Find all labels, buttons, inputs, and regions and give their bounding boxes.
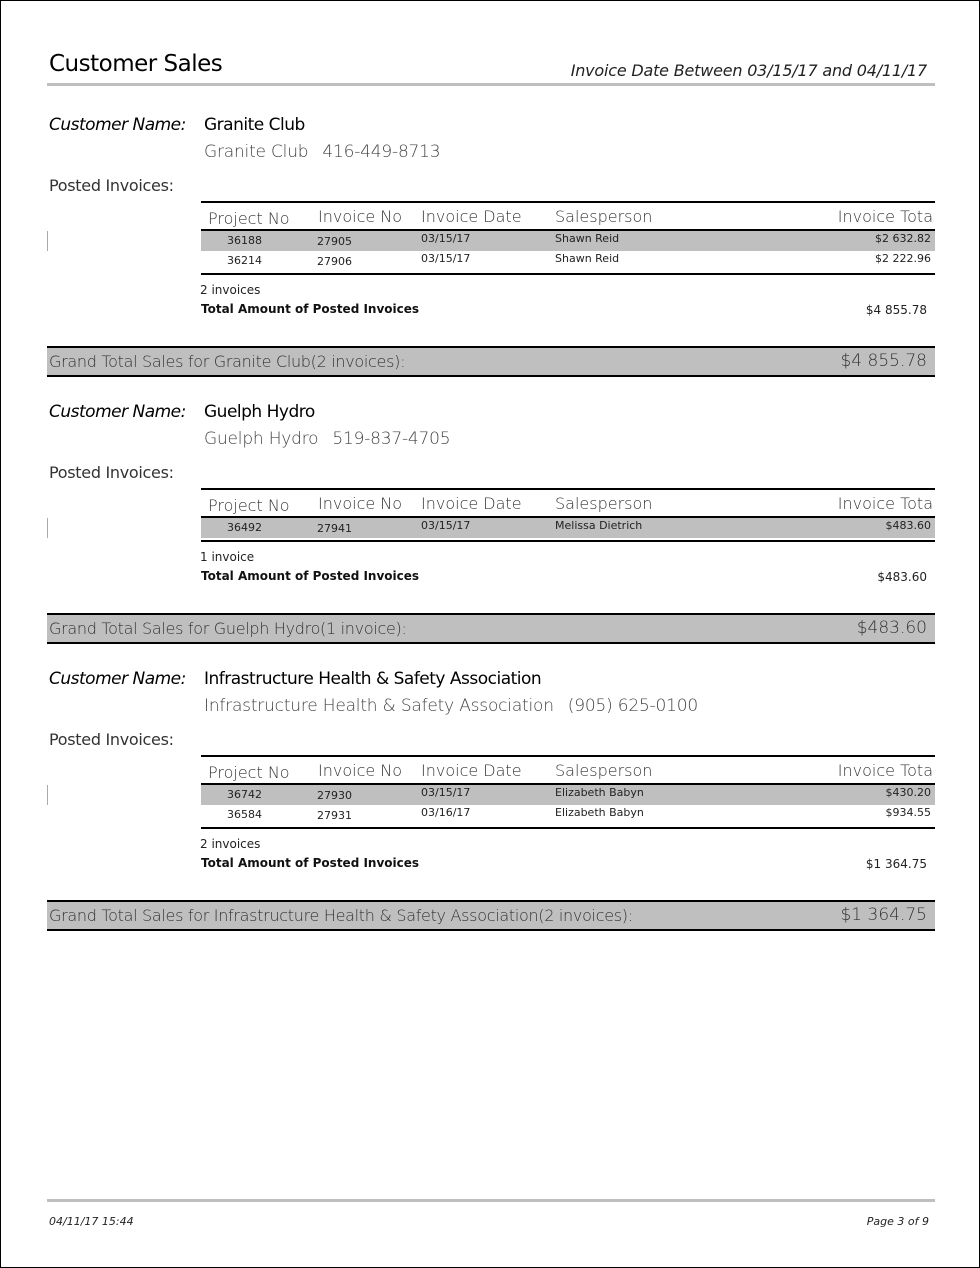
grand-total-bar [47,613,935,644]
posted-total-value: $1 364.75 [865,857,927,871]
column-header-invoice-no: Invoice No [318,761,403,780]
customer-name: Infrastructure Health & Safety Association [204,669,542,689]
cell-project-no: 36584 [227,808,262,821]
column-header-invoice-date: Invoice Date [421,207,522,226]
cell-invoice-no: 27906 [317,255,352,268]
invoice-count: 1 invoice [200,550,255,564]
cell-invoice-total: $2 632.82 [875,232,931,245]
contact-name: Guelph Hydro [204,429,319,449]
cell-invoice-date: 03/15/17 [421,232,471,245]
column-header-invoice-total: Invoice Tota [837,494,933,513]
cell-project-no: 36188 [227,234,262,247]
cell-invoice-no: 27905 [317,235,352,248]
table-bottom-rule [201,273,935,275]
customer-name-label: Customer Name: [49,669,186,689]
report-date-range: Invoice Date Between 03/15/17 and 04/11/17 [570,61,927,80]
printed-timestamp: 04/11/17 15:44 [49,1215,134,1228]
cell-salesperson: Shawn Reid [555,232,620,245]
customer-contact [204,696,698,716]
table-row [201,231,935,251]
margin-marker [47,785,48,805]
table-row [201,251,935,271]
column-header-invoice-date: Invoice Date [421,494,522,513]
contact-name: Granite Club [204,142,309,162]
cell-invoice-no: 27931 [317,809,352,822]
page-number: Page 3 of 9 [866,1215,929,1228]
grand-total-value: $483.60 [856,618,927,638]
report-title: Customer Sales [49,51,223,77]
column-header-invoice-total: Invoice Tota [837,761,933,780]
column-header-salesperson: Salesperson [555,761,653,780]
column-header-project-no: Project No [208,496,290,515]
posted-invoices-label: Posted Invoices: [49,176,174,195]
contact-name: Infrastructure Health & Safety Association [204,696,554,716]
grand-total-label: Grand Total Sales for Guelph Hydro(1 invoice): [49,619,407,638]
customer-contact [204,429,450,449]
grand-total-bar [47,346,935,377]
posted-total-value: $4 855.78 [865,303,927,317]
grand-total-value: $1 364.75 [840,905,927,925]
posted-total-label: Total Amount of Posted Invoices [201,856,420,870]
posted-total-value: $483.60 [877,570,927,584]
posted-total-label: Total Amount of Posted Invoices [201,302,420,316]
customer-contact [204,142,440,162]
table-bottom-rule [201,540,935,542]
cell-invoice-total: $430.20 [885,786,931,799]
posted-invoices-label: Posted Invoices: [49,730,174,749]
footer-divider [47,1199,935,1202]
cell-salesperson: Melissa Dietrich [555,519,643,532]
table-header [201,757,935,785]
posted-invoices-label: Posted Invoices: [49,463,174,482]
column-header-project-no: Project No [208,763,290,782]
column-header-invoice-no: Invoice No [318,494,403,513]
column-header-salesperson: Salesperson [555,494,653,513]
header-divider [47,83,935,86]
table-row [201,785,935,805]
cell-salesperson: Shawn Reid [555,252,620,265]
cell-invoice-no: 27941 [317,522,352,535]
cell-invoice-total: $934.55 [885,806,931,819]
column-header-invoice-total: Invoice Tota [837,207,933,226]
column-header-salesperson: Salesperson [555,207,653,226]
grand-total-bar [47,900,935,931]
cell-invoice-date: 03/15/17 [421,786,471,799]
margin-marker [47,518,48,538]
customer-name-label: Customer Name: [49,115,186,135]
table-header [201,203,935,231]
cell-invoice-total: $2 222.96 [875,252,931,265]
table-row [201,805,935,825]
cell-salesperson: Elizabeth Babyn [555,806,644,819]
customer-name: Granite Club [204,115,305,135]
margin-marker [47,231,48,251]
posted-total-label: Total Amount of Posted Invoices [201,569,420,583]
cell-invoice-no: 27930 [317,789,352,802]
table-bottom-rule [201,827,935,829]
cell-project-no: 36214 [227,254,262,267]
contact-phone: 416-449-8713 [322,142,441,162]
cell-project-no: 36742 [227,788,262,801]
grand-total-value: $4 855.78 [840,351,927,371]
column-header-project-no: Project No [208,209,290,228]
grand-total-label: Grand Total Sales for Granite Club(2 invoices): [49,352,406,371]
grand-total-label: Grand Total Sales for Infrastructure Health & Safety Association(2 invoices): [49,906,633,925]
column-header-invoice-no: Invoice No [318,207,403,226]
cell-invoice-date: 03/15/17 [421,252,471,265]
invoice-count: 2 invoices [200,283,261,297]
customer-name: Guelph Hydro [204,402,315,422]
cell-invoice-total: $483.60 [885,519,931,532]
cell-invoice-date: 03/16/17 [421,806,471,819]
customer-name-label: Customer Name: [49,402,186,422]
column-header-invoice-date: Invoice Date [421,761,522,780]
cell-invoice-date: 03/15/17 [421,519,471,532]
table-header [201,490,935,518]
contact-phone: 519-837-4705 [332,429,451,449]
cell-project-no: 36492 [227,521,262,534]
table-row [201,518,935,538]
contact-phone: (905) 625-0100 [567,696,698,716]
cell-salesperson: Elizabeth Babyn [555,786,644,799]
invoice-count: 2 invoices [200,837,261,851]
